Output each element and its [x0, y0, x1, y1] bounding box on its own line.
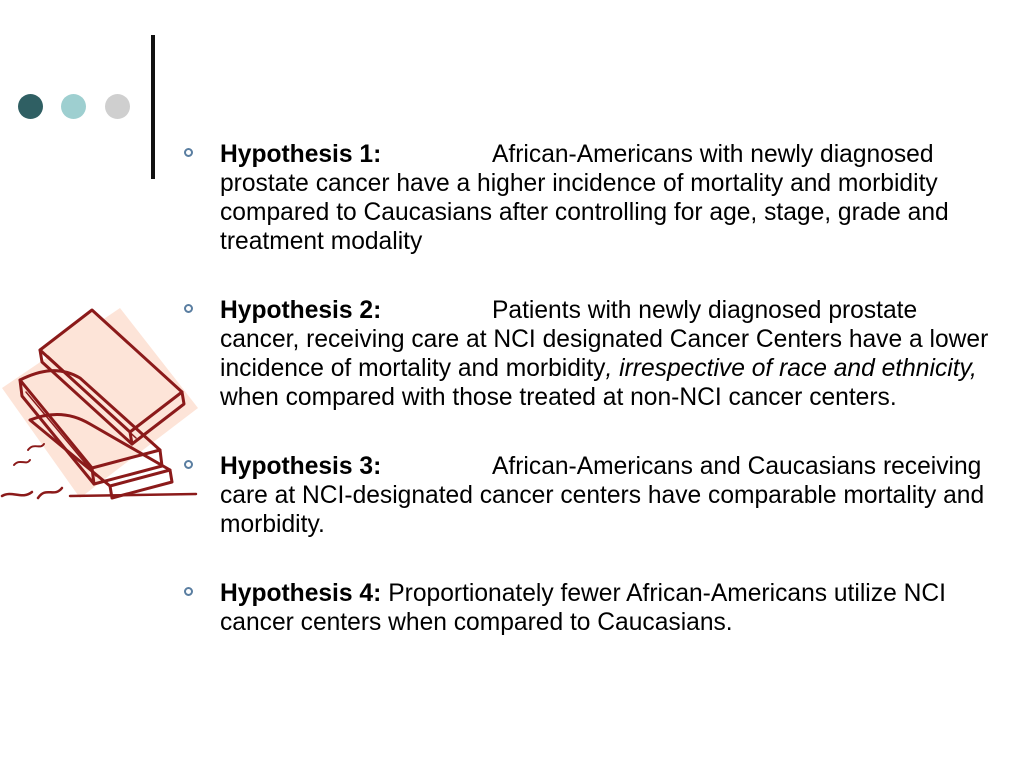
- title-divider-line: [151, 35, 155, 179]
- bullet-icon: [184, 587, 193, 596]
- dot-light-teal: [61, 94, 86, 119]
- hypotheses-list: [184, 140, 994, 637]
- bullet-icon: [184, 304, 193, 313]
- list-item-hypothesis-1: [184, 140, 994, 256]
- hypothesis-text-end: when compared with those treated at non-NCI cancer centers.: [220, 384, 897, 411]
- hypothesis-text: African-Americans and Caucasians receiving care at NCI-designated cancer centers have comparable mortality and morbidity.: [220, 453, 985, 538]
- hypothesis-label: Hypothesis 4:: [220, 580, 382, 607]
- list-item-hypothesis-4: [184, 579, 994, 637]
- dot-gray: [105, 94, 130, 119]
- hypothesis-label: Hypothesis 3:: [220, 453, 382, 480]
- hypothesis-text: Patients with newly diagnosed prostate cancer, receiving care at NCI designated Cancer Centers have a lower incidence of mortality and morbidity: [220, 297, 989, 382]
- hypothesis-label: Hypothesis 2:: [220, 297, 382, 324]
- hypothesis-text: Proportionately fewer African-Americans utilize NCI cancer centers when compared to Caucasians.: [220, 580, 946, 636]
- hypothesis-text-italic: , irrespective of race and ethnicity,: [605, 355, 977, 382]
- bullet-icon: [184, 148, 193, 157]
- hypothesis-label: Hypothesis 1:: [220, 141, 382, 168]
- list-item-hypothesis-3: [184, 452, 994, 539]
- decorative-dots: [18, 94, 133, 120]
- list-item-hypothesis-2: [184, 296, 994, 412]
- dot-dark-teal: [18, 94, 43, 119]
- hypothesis-text: African-Americans with newly diagnosed prostate cancer have a higher incidence of mortality and morbidity compared to Caucasians after controlling for age, stage, grade and treatment modality: [220, 141, 949, 255]
- stack-of-books-icon: [0, 300, 200, 505]
- bullet-icon: [184, 460, 193, 469]
